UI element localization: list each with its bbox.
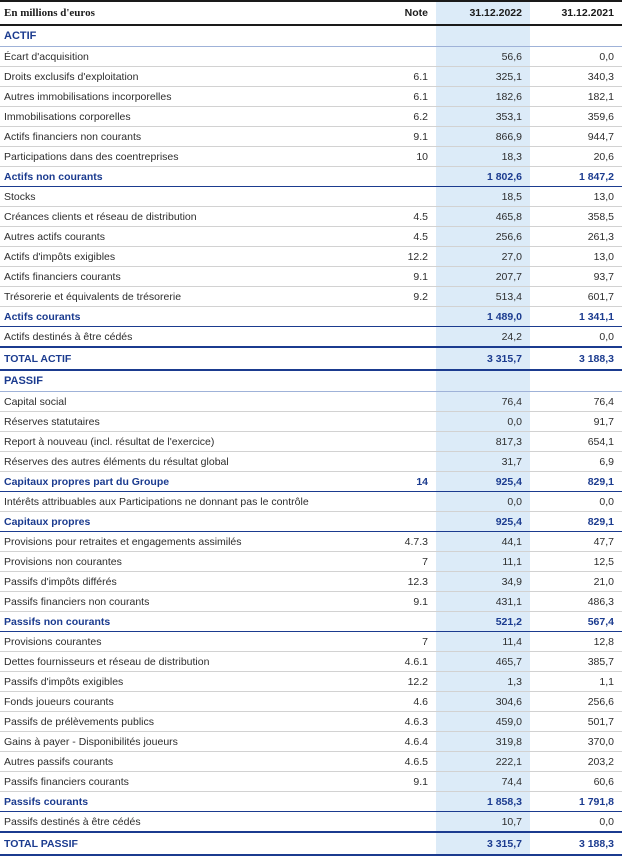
row-value-2022	[436, 25, 530, 47]
row-value-2022: 925,4	[436, 472, 530, 492]
row-label: Participations dans des coentreprises	[0, 147, 348, 167]
row-label: Passifs d'impôts différés	[0, 572, 348, 592]
row-label: Passifs destinés à être cédés	[0, 812, 348, 833]
table-row	[0, 492, 622, 512]
table-section-row	[0, 370, 622, 392]
row-note-reference	[348, 512, 436, 532]
row-label: Capital social	[0, 392, 348, 412]
row-note-reference: 7	[348, 552, 436, 572]
table-row	[0, 712, 622, 732]
row-value-2022: 465,7	[436, 652, 530, 672]
row-note-reference: 7	[348, 632, 436, 652]
row-value-2022: 325,1	[436, 67, 530, 87]
table-row	[0, 187, 622, 207]
row-value-2022: 31,7	[436, 452, 530, 472]
column-header-year-2021: 31.12.2021	[530, 1, 622, 25]
row-note-reference: 4.6.3	[348, 712, 436, 732]
row-label: Dettes fournisseurs et réseau de distribution	[0, 652, 348, 672]
row-value-2021: 256,6	[530, 692, 622, 712]
row-value-2021: 501,7	[530, 712, 622, 732]
table-row	[0, 327, 622, 348]
row-note-reference: 6.1	[348, 87, 436, 107]
row-value-2022: 182,6	[436, 87, 530, 107]
row-note-reference: 6.1	[348, 67, 436, 87]
row-note-reference	[348, 327, 436, 348]
row-label: Provisions non courantes	[0, 552, 348, 572]
table-row	[0, 572, 622, 592]
row-note-reference	[348, 792, 436, 812]
row-note-reference: 10	[348, 147, 436, 167]
row-label: Actifs d'impôts exigibles	[0, 247, 348, 267]
row-value-2022: 319,8	[436, 732, 530, 752]
table-row	[0, 207, 622, 227]
row-note-reference	[348, 612, 436, 632]
table-row	[0, 47, 622, 67]
row-value-2021: 3 188,3	[530, 832, 622, 855]
table-subtotal-row	[0, 612, 622, 632]
row-note-reference	[348, 392, 436, 412]
row-value-2022: 817,3	[436, 432, 530, 452]
row-value-2021: 3 188,3	[530, 347, 622, 370]
row-value-2022: 222,1	[436, 752, 530, 772]
column-header-note: Note	[348, 1, 436, 25]
row-value-2022: 925,4	[436, 512, 530, 532]
row-value-2021: 1 791,8	[530, 792, 622, 812]
table-row	[0, 452, 622, 472]
table-row	[0, 247, 622, 267]
row-label: Immobilisations corporelles	[0, 107, 348, 127]
row-note-reference: 12.3	[348, 572, 436, 592]
row-value-2021	[530, 25, 622, 47]
column-header-year-2022: 31.12.2022	[436, 1, 530, 25]
row-value-2022: 431,1	[436, 592, 530, 612]
row-note-reference: 4.5	[348, 207, 436, 227]
row-value-2022: 18,5	[436, 187, 530, 207]
row-value-2021: 567,4	[530, 612, 622, 632]
table-row	[0, 672, 622, 692]
row-value-2021: 1 847,2	[530, 167, 622, 187]
table-subtotal-row	[0, 167, 622, 187]
row-label: Capitaux propres part du Groupe	[0, 472, 348, 492]
row-note-reference	[348, 47, 436, 67]
row-label: Droits exclusifs d'exploitation	[0, 67, 348, 87]
row-note-reference	[348, 452, 436, 472]
table-row	[0, 692, 622, 712]
row-value-2021: 486,3	[530, 592, 622, 612]
table-row	[0, 652, 622, 672]
row-value-2022: 0,0	[436, 412, 530, 432]
row-label: ACTIF	[0, 25, 348, 47]
table-row	[0, 267, 622, 287]
row-value-2021: 60,6	[530, 772, 622, 792]
row-value-2021: 93,7	[530, 267, 622, 287]
row-label: Stocks	[0, 187, 348, 207]
row-value-2021: 0,0	[530, 492, 622, 512]
row-note-reference: 4.6.5	[348, 752, 436, 772]
row-note-reference	[348, 412, 436, 432]
row-value-2022: 10,7	[436, 812, 530, 833]
row-value-2022: 56,6	[436, 47, 530, 67]
row-value-2022: 1 858,3	[436, 792, 530, 812]
row-label: Fonds joueurs courants	[0, 692, 348, 712]
row-label: Actifs financiers non courants	[0, 127, 348, 147]
row-value-2021: 20,6	[530, 147, 622, 167]
row-label: Passifs d'impôts exigibles	[0, 672, 348, 692]
row-value-2021: 203,2	[530, 752, 622, 772]
row-value-2021: 370,0	[530, 732, 622, 752]
row-value-2021: 1,1	[530, 672, 622, 692]
row-value-2022: 1,3	[436, 672, 530, 692]
table-row	[0, 432, 622, 452]
row-value-2021: 76,4	[530, 392, 622, 412]
row-value-2022: 11,1	[436, 552, 530, 572]
row-label: Actifs financiers courants	[0, 267, 348, 287]
row-note-reference: 9.1	[348, 127, 436, 147]
table-header	[0, 1, 622, 25]
row-label: Écart d'acquisition	[0, 47, 348, 67]
row-value-2021: 654,1	[530, 432, 622, 452]
table-subtotal-row	[0, 792, 622, 812]
row-label: PASSIF	[0, 370, 348, 392]
row-value-2021: 91,7	[530, 412, 622, 432]
row-value-2021: 829,1	[530, 512, 622, 532]
row-value-2022: 207,7	[436, 267, 530, 287]
row-value-2022: 513,4	[436, 287, 530, 307]
row-note-reference: 4.7.3	[348, 532, 436, 552]
table-header-row	[0, 1, 622, 25]
row-value-2021: 340,3	[530, 67, 622, 87]
row-value-2021: 12,8	[530, 632, 622, 652]
row-label: Autres immobilisations incorporelles	[0, 87, 348, 107]
table-total-row	[0, 347, 622, 370]
row-value-2021: 261,3	[530, 227, 622, 247]
row-value-2022: 18,3	[436, 147, 530, 167]
row-label: Autres passifs courants	[0, 752, 348, 772]
row-value-2021: 12,5	[530, 552, 622, 572]
row-label: Créances clients et réseau de distribution	[0, 207, 348, 227]
table-row	[0, 67, 622, 87]
table-row	[0, 412, 622, 432]
row-label: Passifs financiers non courants	[0, 592, 348, 612]
row-label: Actifs destinés à être cédés	[0, 327, 348, 348]
row-note-reference: 4.6.4	[348, 732, 436, 752]
row-value-2021: 0,0	[530, 47, 622, 67]
row-value-2022: 74,4	[436, 772, 530, 792]
row-note-reference: 12.2	[348, 672, 436, 692]
row-label: TOTAL PASSIF	[0, 832, 348, 855]
row-note-reference	[348, 812, 436, 833]
row-value-2021: 1 341,1	[530, 307, 622, 327]
row-value-2022: 521,2	[436, 612, 530, 632]
row-note-reference	[348, 187, 436, 207]
row-value-2022: 1 802,6	[436, 167, 530, 187]
table-subtotal-row	[0, 307, 622, 327]
row-note-reference: 4.6	[348, 692, 436, 712]
row-label: Passifs de prélèvements publics	[0, 712, 348, 732]
row-label: Réserves statutaires	[0, 412, 348, 432]
row-value-2022: 459,0	[436, 712, 530, 732]
row-note-reference	[348, 370, 436, 392]
row-value-2021: 601,7	[530, 287, 622, 307]
row-label: Capitaux propres	[0, 512, 348, 532]
row-note-reference	[348, 492, 436, 512]
row-value-2022: 465,8	[436, 207, 530, 227]
table-row	[0, 752, 622, 772]
table-section-row	[0, 25, 622, 47]
row-value-2021: 944,7	[530, 127, 622, 147]
row-value-2021: 0,0	[530, 327, 622, 348]
table-subtotal-row	[0, 472, 622, 492]
row-value-2022: 34,9	[436, 572, 530, 592]
table-body	[0, 25, 622, 855]
row-value-2021: 358,5	[530, 207, 622, 227]
row-value-2022: 1 489,0	[436, 307, 530, 327]
row-value-2021: 47,7	[530, 532, 622, 552]
table-row	[0, 227, 622, 247]
row-value-2022: 24,2	[436, 327, 530, 348]
row-label: Passifs financiers courants	[0, 772, 348, 792]
row-value-2022: 353,1	[436, 107, 530, 127]
row-note-reference: 9.2	[348, 287, 436, 307]
row-label: Autres actifs courants	[0, 227, 348, 247]
row-note-reference	[348, 307, 436, 327]
row-value-2022: 27,0	[436, 247, 530, 267]
row-note-reference	[348, 432, 436, 452]
row-label: Passifs non courants	[0, 612, 348, 632]
row-value-2021: 182,1	[530, 87, 622, 107]
row-value-2022: 11,4	[436, 632, 530, 652]
row-note-reference: 9.1	[348, 772, 436, 792]
row-note-reference: 12.2	[348, 247, 436, 267]
row-label: Gains à payer - Disponibilités joueurs	[0, 732, 348, 752]
row-value-2021: 6,9	[530, 452, 622, 472]
table-row	[0, 632, 622, 652]
row-note-reference	[348, 167, 436, 187]
row-label: Actifs courants	[0, 307, 348, 327]
row-value-2021: 359,6	[530, 107, 622, 127]
row-label: Passifs courants	[0, 792, 348, 812]
table-row	[0, 287, 622, 307]
row-value-2021	[530, 370, 622, 392]
row-value-2022: 44,1	[436, 532, 530, 552]
row-value-2022: 256,6	[436, 227, 530, 247]
row-value-2021: 385,7	[530, 652, 622, 672]
row-label: Provisions courantes	[0, 632, 348, 652]
row-value-2022: 76,4	[436, 392, 530, 412]
row-label: Actifs non courants	[0, 167, 348, 187]
row-value-2021: 13,0	[530, 187, 622, 207]
row-value-2022: 866,9	[436, 127, 530, 147]
table-row	[0, 392, 622, 412]
table-row	[0, 107, 622, 127]
table-subtotal-row	[0, 512, 622, 532]
row-value-2021: 13,0	[530, 247, 622, 267]
row-note-reference: 14	[348, 472, 436, 492]
row-value-2022: 304,6	[436, 692, 530, 712]
table-row	[0, 592, 622, 612]
row-note-reference	[348, 832, 436, 855]
table-total-row	[0, 832, 622, 855]
row-value-2022: 3 315,7	[436, 347, 530, 370]
table-row	[0, 87, 622, 107]
row-value-2022: 0,0	[436, 492, 530, 512]
row-label: TOTAL ACTIF	[0, 347, 348, 370]
row-note-reference: 6.2	[348, 107, 436, 127]
row-note-reference: 9.1	[348, 592, 436, 612]
table-row	[0, 812, 622, 833]
row-value-2022: 3 315,7	[436, 832, 530, 855]
row-label: Provisions pour retraites et engagements assimilés	[0, 532, 348, 552]
row-note-reference: 9.1	[348, 267, 436, 287]
row-value-2021: 829,1	[530, 472, 622, 492]
table-row	[0, 552, 622, 572]
row-value-2021: 0,0	[530, 812, 622, 833]
column-header-label: En millions d'euros	[0, 1, 348, 25]
row-note-reference	[348, 25, 436, 47]
table-row	[0, 147, 622, 167]
row-note-reference: 4.6.1	[348, 652, 436, 672]
row-value-2021: 21,0	[530, 572, 622, 592]
row-label: Réserves des autres éléments du résultat global	[0, 452, 348, 472]
row-label: Intérêts attribuables aux Participations ne donnant pas le contrôle	[0, 492, 348, 512]
row-note-reference: 4.5	[348, 227, 436, 247]
row-note-reference	[348, 347, 436, 370]
table-row	[0, 532, 622, 552]
row-label: Trésorerie et équivalents de trésorerie	[0, 287, 348, 307]
table-row	[0, 127, 622, 147]
table-row	[0, 732, 622, 752]
row-label: Report à nouveau (incl. résultat de l'exercice)	[0, 432, 348, 452]
table-row	[0, 772, 622, 792]
row-value-2022	[436, 370, 530, 392]
